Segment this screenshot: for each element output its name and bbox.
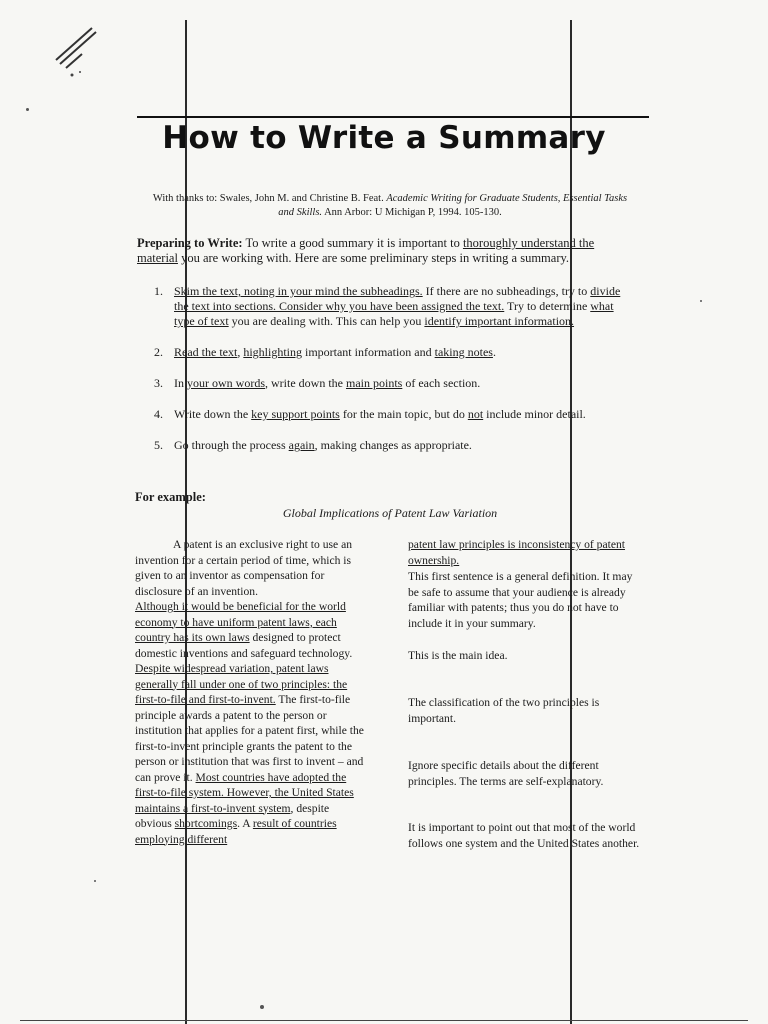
scan-speck bbox=[700, 300, 702, 302]
step-text: include minor detail. bbox=[483, 407, 586, 421]
pen-scribble-mark bbox=[52, 20, 122, 80]
step-number: 2. bbox=[154, 345, 163, 359]
example-sentence: shortcomings bbox=[174, 817, 238, 830]
preparing-text-a: To write a good summary it is important to bbox=[245, 236, 460, 250]
step-text: what type of text bbox=[174, 299, 614, 328]
credit-publisher: Ann Arbor: U Michigan P, 1994. 105-130. bbox=[324, 207, 502, 218]
step-text: Go through the process bbox=[174, 438, 289, 452]
example-text-column bbox=[135, 537, 367, 847]
title-rule bbox=[137, 116, 649, 118]
step-number: 1. bbox=[154, 284, 163, 298]
step-text: In bbox=[174, 376, 187, 390]
scan-speck bbox=[260, 1005, 264, 1009]
step-text: Read the text bbox=[174, 345, 238, 359]
scan-speck bbox=[26, 108, 29, 111]
step-number: 5. bbox=[154, 438, 163, 452]
step-text: . bbox=[492, 345, 496, 359]
annotation-note: This first sentence is a general definition. It may be safe to assume that your audience is already familiar with patents; thus you do not have to include it in your summary. bbox=[408, 570, 633, 630]
page-bottom-line bbox=[20, 1020, 748, 1021]
example-label: For example: bbox=[135, 490, 206, 504]
step-text: highlighting bbox=[243, 345, 302, 359]
step-text: not bbox=[467, 407, 484, 421]
example-title: Global Implications of Patent Law Variation bbox=[282, 506, 498, 520]
preparing-heading: Preparing to Write: bbox=[137, 236, 243, 250]
example-sentence: . A bbox=[237, 817, 253, 830]
step-text: you are dealing with. This can help you bbox=[228, 314, 425, 328]
step-text: of each section. bbox=[402, 376, 481, 390]
step-text: for the main topic, but do bbox=[339, 407, 468, 421]
page-title: How to Write a Summary bbox=[162, 120, 606, 156]
step-text: , write down the bbox=[265, 376, 346, 390]
step-text: Write down the bbox=[174, 407, 252, 421]
credit-lead: With thanks to: Swales, John M. and Christine B. Feat. bbox=[152, 193, 384, 204]
example-sentence: The first-to-file principle awards a patent to the person or institution that applies for a patent first, while the first-to-invent principle grants the patent to the person or institution that was first to invent – and can prove it. bbox=[135, 693, 364, 784]
example-sentence: Most countries have adopted the first-to-file system. However, the United States maintains a first-to-invent system, bbox=[135, 770, 354, 815]
preparing-text-c: you are working with. Here are some preliminary steps in writing a summary. bbox=[181, 251, 570, 265]
preparing-text-b: thoroughly understand the material bbox=[137, 236, 595, 265]
step-item bbox=[154, 407, 634, 422]
example-sentence: A patent is an exclusive right to use an invention for a certain period of time, which is given to an inventor as compensation for disclosure of an invention. bbox=[135, 538, 353, 598]
step-text: If there are no subheadings, try to bbox=[422, 284, 591, 298]
step-text: taking notes bbox=[434, 345, 493, 359]
annotation-note: Ignore specific details about the different principles. The terms are self-explanatory. bbox=[408, 759, 604, 788]
scan-vertical-line-right bbox=[570, 20, 572, 1024]
scan-speck bbox=[94, 880, 96, 882]
example-sentence: result of countries employing different bbox=[135, 817, 337, 846]
credit-line bbox=[150, 192, 630, 220]
example-continuation bbox=[408, 537, 640, 568]
step-text: important information and bbox=[301, 345, 435, 359]
step-text: identify important information. bbox=[424, 314, 575, 328]
step-text: divide the text into sections. Consider why you have been assigned the text. bbox=[174, 284, 621, 313]
step-text: your own words bbox=[187, 376, 265, 390]
example-sentence: despite obvious bbox=[135, 801, 330, 830]
steps-list bbox=[154, 284, 634, 469]
example-sentence: Despite widespread variation, patent laws generally fall under one of two principles: the first-to-file and first-to-invent. bbox=[135, 662, 348, 706]
step-text: Try to determine bbox=[504, 299, 591, 313]
step-text: again bbox=[288, 438, 315, 452]
step-text: , bbox=[237, 345, 244, 359]
example-sentence: designed to protect domestic inventions and safeguard technology. bbox=[135, 631, 353, 660]
example-continuation-text: patent law principles is inconsistency of patent ownership. bbox=[408, 538, 626, 567]
step-text: Skim the text, noting in your mind the subheadings. bbox=[174, 284, 423, 298]
step-text: main points bbox=[345, 376, 403, 390]
step-item bbox=[154, 376, 634, 391]
scan-vertical-line-left bbox=[185, 20, 187, 1024]
credit-book: Academic Writing for Graduate Students, Essential Tasks and Skills. bbox=[278, 193, 628, 218]
annotation-note: It is important to point out that most of the world follows one system and the United States another. bbox=[408, 821, 640, 850]
step-text: key support points bbox=[251, 407, 340, 421]
example-sentence: Although it would be beneficial for the world economy to have uniform patent laws, each country has its own laws bbox=[135, 600, 346, 644]
preparing-paragraph bbox=[137, 236, 621, 266]
step-text: , making changes as appropriate. bbox=[314, 438, 472, 452]
step-item bbox=[154, 284, 634, 329]
annotation-note: The classification of the two principles is important. bbox=[408, 696, 600, 725]
step-number: 4. bbox=[154, 407, 163, 421]
step-item bbox=[154, 438, 634, 453]
step-item bbox=[154, 345, 634, 360]
annotation-note: This is the main idea. bbox=[408, 649, 508, 662]
step-number: 3. bbox=[154, 376, 163, 390]
